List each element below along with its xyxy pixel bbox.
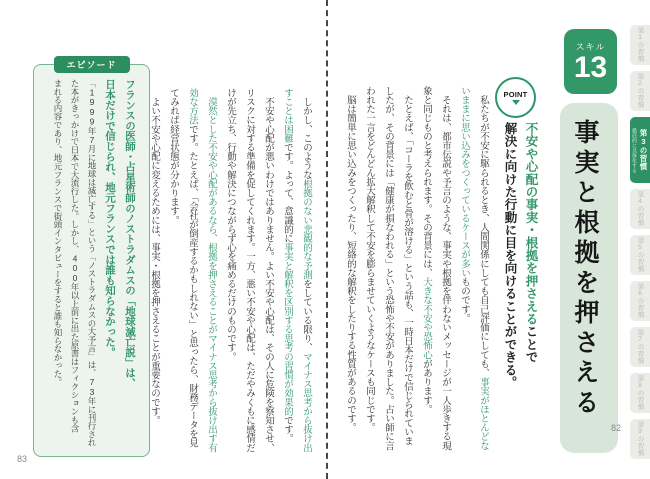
- skill-badge-number: 13: [573, 51, 608, 84]
- text-run: たとえば、「コーラを飲むと骨が溶ける」という話も、一時日本だけで信じられていま: [402, 86, 413, 446]
- body-text-column: [218, 88, 237, 460]
- right-page-body: [337, 86, 490, 458]
- episode-column: [47, 79, 64, 444]
- text-run: てみれば経営状態が分かります。: [168, 88, 179, 225]
- body-text-column: [199, 88, 218, 460]
- text-run: リスクに対する準備を促してくれます。一方、悪い不安や心配は、ただやみくもに感情だ: [244, 88, 255, 453]
- page-fold-divider: [326, 0, 328, 479]
- text-run: しかし、このような: [301, 88, 312, 180]
- text-run: 「1999年7月に地球は滅亡する」という「ノストラダムスの大予言」は、73年に刊行され: [87, 79, 97, 447]
- tab-label: 第7の習慣: [636, 329, 644, 365]
- text-run: 根拠のない悲観的な予測: [301, 179, 312, 280]
- text-run: 効な方法: [187, 88, 198, 125]
- skill-title-box: [560, 103, 618, 453]
- text-run: です。: [282, 415, 293, 443]
- page-number-left: 83: [17, 454, 28, 464]
- text-run: すことは困難: [282, 88, 293, 143]
- tab-chapter-2[interactable]: [630, 71, 650, 111]
- tab-chapter-7[interactable]: [630, 327, 650, 367]
- body-text-column: [275, 88, 294, 460]
- body-text-column: [433, 86, 452, 458]
- text-run: まれる内容であり、地元フランスで街頭インタビューをすると誰も知らなかった。: [53, 79, 63, 387]
- episode-text: [45, 79, 138, 447]
- text-run: それは、都市伝説や予言のような、事実や根拠を伴わないメッセージが一人歩きする現: [440, 86, 451, 451]
- episode-column: [81, 79, 98, 447]
- point-badge-label: POINT: [503, 90, 528, 99]
- tab-chapter-4[interactable]: [630, 189, 650, 229]
- tab-label: 第8の習慣: [636, 375, 644, 411]
- text-run: けが先立ち、行動や解決につながらず心を痛めるだけのものです。: [225, 88, 236, 362]
- body-text-column: [294, 88, 313, 460]
- triangle-down-icon: [512, 100, 520, 105]
- left-page-body: [141, 88, 313, 460]
- text-run: ものです。: [459, 277, 470, 323]
- page-number-right: 82: [611, 423, 622, 433]
- text-run: た本がきっかけで日本で大流行した。しかし、400年以上前に出た原書はフィクションも含: [70, 79, 80, 433]
- text-run: をしている限り、: [301, 279, 312, 352]
- body-text-column: [471, 86, 490, 458]
- point-text-column: [498, 122, 519, 389]
- body-text-column: [414, 86, 433, 458]
- tab-chapter-8[interactable]: [630, 373, 650, 413]
- tab-chapter-5[interactable]: [630, 235, 650, 275]
- text-run: 事実と解釈を区別する思考の習慣が効果的: [282, 242, 293, 416]
- episode-box: [33, 60, 150, 457]
- body-text-column: [237, 88, 256, 460]
- tab-subtitle: 徹底的に具体化する: [631, 127, 637, 173]
- body-text-column: [256, 88, 275, 460]
- tab-label: 第2の習慣: [636, 73, 644, 109]
- body-text-column: [161, 88, 180, 460]
- text-run: したが、その背景には「健康が損なわれる」という恐怖や不安がありました。占い師に言: [383, 86, 394, 451]
- text-run: です。よって、意識的に: [282, 142, 293, 243]
- text-run: [206, 88, 217, 97]
- tab-label: 第4の習慣: [636, 191, 644, 227]
- text-run: 象と同じものと考えられます。その背景には、: [421, 86, 432, 278]
- chapter-tabs: [630, 25, 650, 459]
- body-text-column: [338, 86, 357, 458]
- text-run: ことで: [524, 325, 538, 364]
- body-text-column: [357, 86, 376, 458]
- episode-column: [118, 79, 138, 444]
- text-run: 日本だけで信じられ、地元フランスでは誰も知らなかった。: [104, 79, 116, 358]
- tab-label: 第6の習慣: [636, 283, 644, 319]
- text-run: 事実がほとんどな: [478, 377, 489, 451]
- text-run: よい不安や心配に変えるためには、事実・根拠を押さえることが重要なのです。: [149, 88, 160, 425]
- body-text-column: [395, 86, 414, 458]
- text-run: 脳は簡単に思い込みをつくったり、短絡的な解釈をしたりする性質があるのです。: [345, 86, 356, 432]
- episode-label: エピソード: [53, 56, 129, 73]
- text-run: 私たちが不安に駆られるとき、人間関係にしても自己評価にしても、: [478, 86, 489, 378]
- point-text-column: [519, 122, 540, 380]
- tab-chapter-6[interactable]: [630, 281, 650, 321]
- point-text: [497, 122, 540, 389]
- text-run: 漠然とした不安や心配があるなら、根拠を押さえることがマイナス思考から抜け出す有: [206, 97, 217, 453]
- tab-label: 第1の習慣: [636, 27, 644, 63]
- text-run: 不安や心配の事実・根拠を押さえる: [524, 122, 538, 326]
- tab-chapter-9[interactable]: [630, 419, 650, 459]
- text-run: 大きな不安や恐怖心: [421, 277, 432, 360]
- skill-badge-label: スキル: [575, 42, 606, 52]
- tab-chapter-3[interactable]: [630, 117, 650, 183]
- point-badge: [495, 77, 536, 118]
- text-run: 不安や心配が悪いわけではありません。よい不安や心配は、その人に危険を察知させ、: [263, 88, 274, 453]
- tab-chapter-1[interactable]: [630, 25, 650, 65]
- skill-number-badge: [564, 29, 617, 94]
- text-run: マイナス思考から抜け出: [301, 351, 312, 453]
- episode-column: [64, 79, 81, 444]
- tab-label: 第3の習慣: [639, 129, 648, 171]
- tab-label: 第9の習慣: [636, 421, 644, 457]
- episode-column: [98, 79, 118, 444]
- skill-title: 事実と根拠を押さえる: [571, 119, 599, 419]
- text-run: 解決に向けた行動に目を向けることができる。: [503, 122, 517, 389]
- body-text-column: [376, 86, 395, 458]
- text-run: われた一言をどんどん拡大解釈して不安を膨らませていくようなケースも同じです。: [364, 86, 375, 432]
- text-run: があります。: [421, 359, 432, 414]
- text-run: いままに思い込みをつくっているケースが多い: [459, 86, 470, 278]
- body-text-column: [180, 88, 199, 460]
- text-run: フランスの医師・占星術師のノストラダムスの「地球滅亡説」は、: [124, 79, 136, 389]
- body-text-column: [142, 88, 161, 460]
- tab-label: 第5の習慣: [636, 237, 644, 273]
- body-text-column: [452, 86, 471, 458]
- text-run: です。たとえば、「会社が倒産するかもしれない」と思ったら、財務データを見: [187, 124, 198, 448]
